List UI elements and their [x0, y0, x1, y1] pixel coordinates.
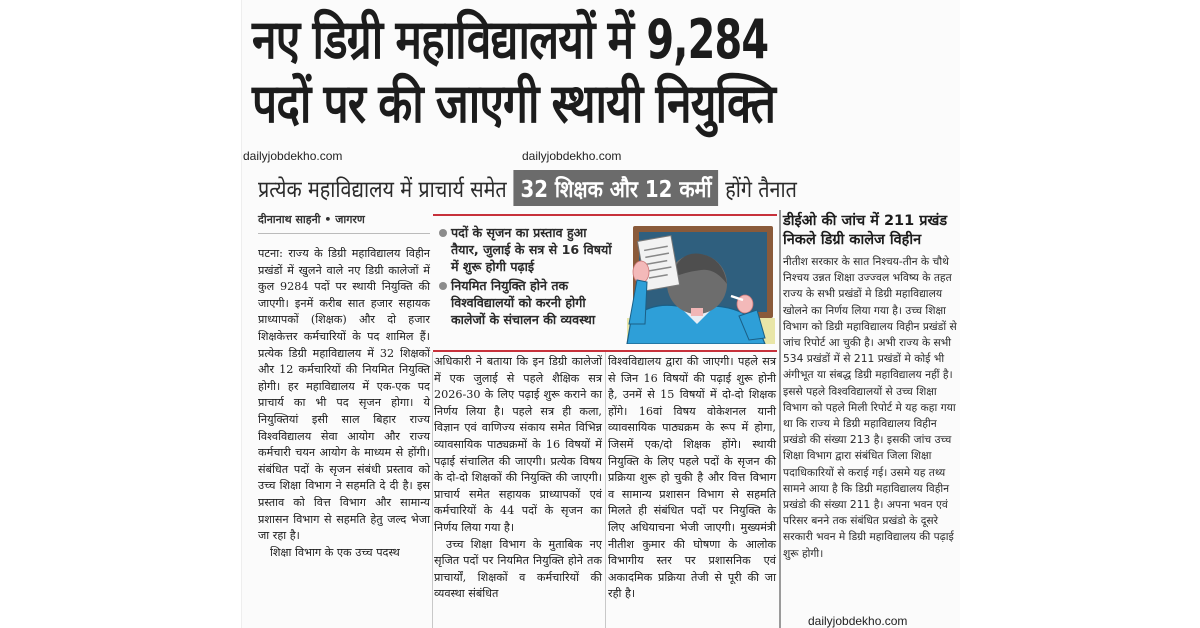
subheading-highlight: 32 शिक्षक और 12 कर्मी: [514, 170, 719, 206]
newspaper-clipping: [241, 0, 960, 628]
paragraph: अधिकारी ने बताया कि इन डिग्री कालेजों में एक जुलाई से पहले शैक्षिक सत्र 2026-30 के लिए पढ़ाई शुरू कराने का निर्णय लिया है। पहले सत्र ही कला, विज्ञान एवं वाणिज्य संकाय समेत विभिन्न व्यावसायिक पाठ्यक्रमों के 16 विषयों में पढ़ाई संचालित की जाएगी। प्रत्येक विषय के दो-दो शिक्षकों की नियुक्ति की जाएगी। प्राचार्य समेत सहायक प्राध्यापकों एवं कर्मचारियों के 44 पदों के सृजन का निर्णय लिया गया है।: [434, 355, 602, 534]
highlights-list: [437, 224, 617, 330]
column-divider: [432, 352, 433, 628]
watermark: dailyjobdekho.com: [808, 614, 908, 628]
article-column-1: [258, 246, 430, 561]
watermark: dailyjobdekho.com: [522, 149, 622, 163]
article-column-2: [434, 354, 602, 603]
headline-line-2: पदों पर की जाएगी स्थायी नियुक्ति: [252, 72, 776, 135]
highlights-box: [433, 214, 777, 352]
watermark: dailyjobdekho.com: [243, 149, 343, 163]
teacher-illustration-icon: [619, 220, 775, 344]
paragraph: शिक्षा विभाग के एक उच्च पदस्थ: [270, 545, 400, 559]
column-divider: [605, 352, 606, 628]
byline: दीनानाथ साहनी • जागरण: [258, 212, 430, 234]
article-column-3: [608, 354, 776, 603]
sidebar-title: डीईओ की जांच में 211 प्रखंड निकले डिग्री कालेज विहीन: [783, 213, 948, 248]
subheading-text-end: होंगे तैनात: [725, 177, 797, 203]
highlight-item: पदों के सृजन का प्रस्ताव हुआ तैयार, जुलाई के सत्र से 16 विषयों में शुरू होगी पढ़ाई: [437, 224, 617, 275]
highlight-item: नियमित नियुक्ति होने तक विश्वविद्यालयों को करनी होगी कालेजों के संचालन की व्यवस्था: [437, 277, 617, 328]
paragraph: पटना: राज्य के डिग्री महाविद्यालय विहीन प्रखंडों में खुलने वाले नए डिग्री कालेजों में कुल 9284 पदों पर स्थायी नियुक्ति की जाएगी। इनमें करीब सात हजार सहायक प्राध्यापकों (शिक्षक) और दो हजार शिक्षकेत्तर कर्मचारियों के पद शामिल हैं। प्रत्येक डिग्री महाविद्यालय में 32 शिक्षकों और 12 कर्मचारियों की नियमित नियुक्ति होगी। हर महाविद्यालय में एक-एक पद प्राचार्य का भी पद सृजन होगा। ये नियुक्तियां इसी साल बिहार राज्य विश्वविद्यालय सेवा आयोग और राज्य कर्मचारी चयन आयोग के माध्यम से होंगी। संबंधित पदों के सृजन संबंधी प्रस्ताव को उच्च शिक्षा विभाग ने सहमति दे दी है। इस प्रस्ताव को वित्त विभाग और सामान्य प्रशासन विभाग से सहमति हेतु जल्द भेजा जा रहा है।: [258, 247, 430, 543]
subheading-text: प्रत्येक महाविद्यालय में प्राचार्य समेत: [258, 177, 507, 203]
subheading: [258, 170, 797, 206]
sidebar-divider: [779, 210, 781, 628]
paragraph: विश्वविद्यालय द्वारा की जाएगी। पहले सत्र से जिन 16 विषयों की पढ़ाई शुरू होनी है, उनमें से 15 विषयों में दो-दो शिक्षक होंगे। 16वां विषय वोकेशनल यानी व्यावसायिक पाठ्यक्रम के रूप में होगा, जिसमें एक/दो शिक्षक होंगे। स्थायी नियुक्ति के लिए पहले पदों के सृजन की प्रक्रिया शुरू हो चुकी है और वित्त विभाग व सामान्य प्रशासन विभाग से सहमति मिलते ही संबंधित पदों पर नियुक्ति के लिए अधियाचना भेजी जाएगी। मुख्यमंत्री नीतीश कुमार की घोषणा के आलोक विभागीय स्तर पर प्रशासनिक एवं अकादमिक प्रक्रिया तेजी से पूरी की जा रही है।: [608, 355, 776, 601]
headline-line-1: नए डिग्री महाविद्यालयों में 9,284: [252, 8, 769, 71]
teacher-chalkboard-illustration: [619, 220, 775, 344]
sidebar-story: [783, 212, 959, 562]
sidebar-body: नीतीश सरकार के सात निश्चय-तीन के चौथे निश्चय उन्नत शिक्षा उज्ज्वल भविष्य के तहत राज्य के सभी प्रखंडों मे डिग्री महाविद्यालय खोलने का निर्णय लिया गया है। उच्च शिक्षा विभाग को डिग्री महाविद्यालय विहीन प्रखंडों से जांच रिपोर्ट आ चुकी है। अभी राज्य के सभी 534 प्रखंडों में से 211 प्रखंडों मे कोई भी अंगीभूत या संबद्ध डिग्री महाविद्यालय नहीं है। इससे पहले विश्वविद्यालयों से उच्च शिक्षा विभाग को पहले मिली रिपोर्ट मे यह कहा गया था कि राज्य मे डिग्री महाविद्यालय विहीन प्रखंडो की संख्या 213 है। इसकी जांच उच्च शिक्षा विभाग द्वारा संबंधित जिला शिक्षा पदाधिकारियों से कराई गई। उसमे यह तथ्य सामने आया है कि डिग्री महाविद्यालय विहीन प्रखंडो की संख्या 211 है। अपना भवन एवं परिसर बनने तक संबंधित प्रखंडो के दूसरे सरकारी भवन मे डिग्री महाविद्यालय की पढ़ाई शुरू होगी।: [783, 255, 957, 560]
paragraph: उच्च शिक्षा विभाग के मुताबिक नए सृजित पदों पर नियमित नियुक्ति होने तक प्राचार्यों, शिक्षकों व कर्मचारियों की व्यवस्था संबंधित: [434, 537, 602, 601]
headline: [252, 8, 826, 136]
